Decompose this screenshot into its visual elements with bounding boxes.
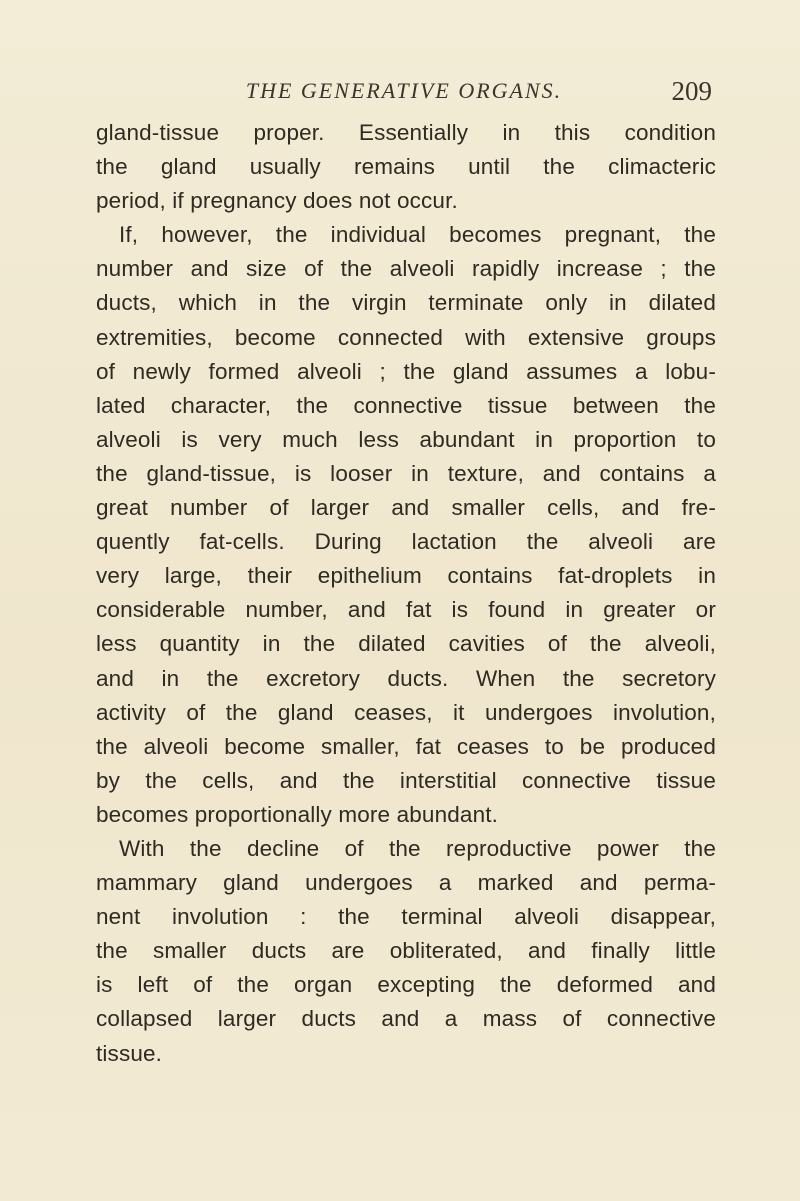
running-head — [96, 76, 712, 110]
text-line: becomes proportionally more abundant. — [96, 801, 499, 827]
text-line: period, if pregnancy does not occur. — [96, 188, 458, 214]
text-line: collapsed larger ducts and a mass of connective — [96, 1006, 716, 1032]
text-line: mammary gland undergoes a marked and perma- — [96, 870, 716, 896]
text-line: is left of the organ excepting the deformed and — [96, 972, 716, 998]
text-line: tissue. — [96, 1040, 163, 1066]
text-line: the smaller ducts are obliterated, and finally little — [96, 938, 716, 964]
body-text — [96, 116, 716, 1071]
text-line: of newly formed alveoli ; the gland assumes a lobu- — [96, 358, 716, 384]
text-line: great number of larger and smaller cells, and fre- — [96, 495, 716, 521]
text-line: If, however, the individual becomes pregnant, the — [119, 222, 716, 248]
text-line: nent involution : the terminal alveoli disappear, — [96, 904, 716, 930]
text-line: alveoli is very much less abundant in proportion to — [96, 426, 716, 452]
text-line: lated character, the connective tissue between the — [96, 392, 716, 418]
running-title: THE GENERATIVE ORGANS. — [245, 78, 563, 103]
text-line: very large, their epithelium contains fat-droplets in — [96, 563, 716, 589]
text-line: the gland-tissue, is looser in texture, and contains a — [96, 460, 716, 486]
text-line: ducts, which in the virgin terminate only in dilated — [96, 290, 716, 316]
text-line: extremities, become connected with extensive groups — [96, 324, 716, 350]
text-line: and in the excretory ducts. When the secretory — [96, 665, 716, 691]
text-line: gland-tissue proper. Essentially in this condition — [96, 120, 716, 145]
text-line: the gland usually remains until the climacteric — [96, 154, 716, 180]
text-line: less quantity in the dilated cavities of the alveoli, — [96, 631, 716, 657]
text-line: With the decline of the reproductive power the — [119, 835, 716, 861]
text-line: activity of the gland ceases, it undergoes involution, — [96, 699, 716, 725]
text-line: by the cells, and the interstitial connective tissue — [96, 767, 716, 793]
text-line: considerable number, and fat is found in greater or — [96, 597, 716, 623]
text-line: number and size of the alveoli rapidly increase ; the — [96, 256, 716, 282]
text-line: the alveoli become smaller, fat ceases to be produced — [96, 733, 716, 759]
page-number: 209 — [671, 76, 712, 106]
text-line: quently fat-cells. During lactation the alveoli are — [96, 529, 716, 555]
